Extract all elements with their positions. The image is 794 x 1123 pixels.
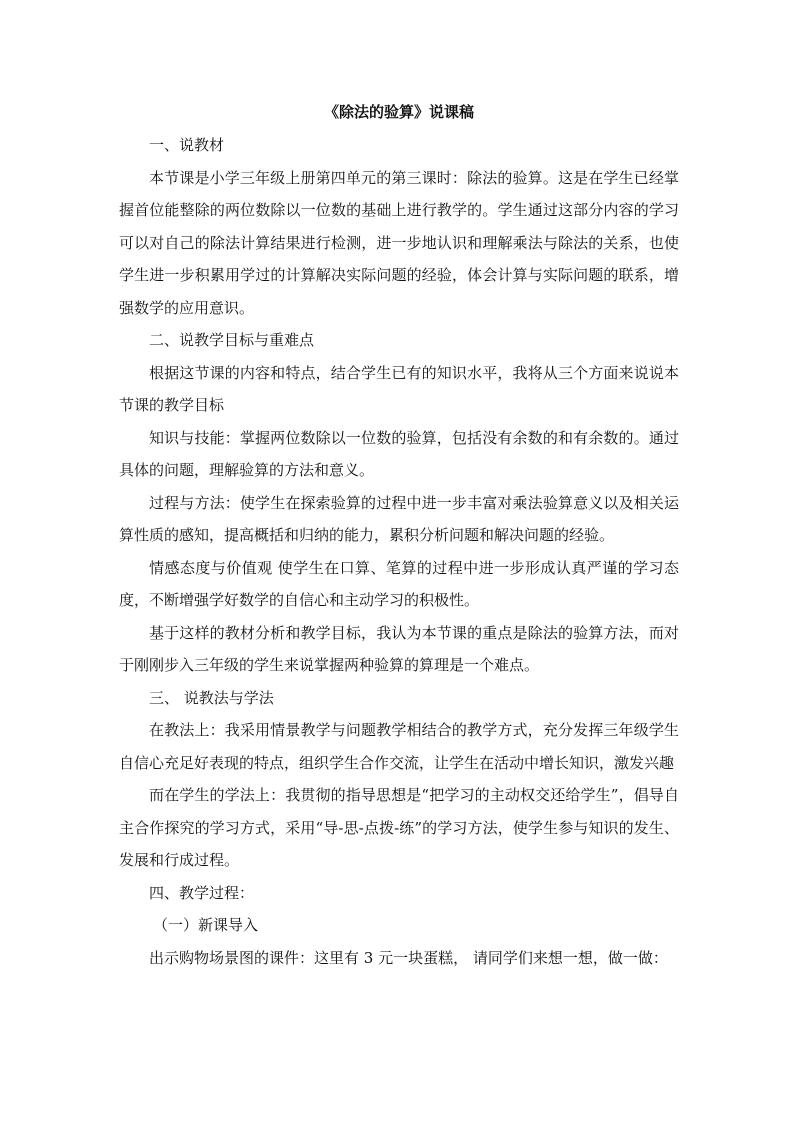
paragraph-learning-method: 而在学生的学法上：我贯彻的指导思想是“把学习的主动权交还给学生”，倡导自主合作探究的学习方式，采用“导-思-点拨-练”的学习方法，使学生参与知识的发生、发展和行成过程。 bbox=[119, 786, 679, 869]
paragraph-shopping-scene: 出示购物场景图的课件：这里有 3 元一块蛋糕， 请同学们来想一想，做一做： bbox=[149, 948, 668, 967]
section-heading-methods: 三、 说教法与学法 bbox=[149, 688, 274, 707]
paragraph-objectives-intro: 根据这节课的内容和特点，结合学生已有的知识水平，我将从三个方面来说说本节课的教学目标 bbox=[119, 363, 679, 414]
subsection-heading-introduction: （一）新课导入 bbox=[153, 916, 259, 934]
section-heading-objectives: 二、说教学目标与重难点 bbox=[149, 331, 315, 349]
paragraph-key-difficulties: 基于这样的教材分析和教学目标，我认为本节课的重点是除法的验算方法，而对于刚刚步入三年级的学生来说掌握两种验算的算理是一个难点。 bbox=[119, 623, 679, 674]
section-heading-process: 四、教学过程： bbox=[149, 883, 255, 902]
document-body bbox=[119, 98, 679, 974]
document-title: 《除法的验算》说课稿 bbox=[323, 103, 474, 121]
paragraph-textbook-intro: 本节课是小学三年级上册第四单元的第三课时：除法的验算。这是在学生已经掌握首位能整除的两位数除以一位数的基础上进行教学的。学生通过这部分内容的学习可以对自己的除法计算结果进行检测，进一步地认识和理解乘法与除法的关系，也使学生进一步积累用学过的计算解决实际问题的经验，体会计算与实际问题的联系，增强数学的应用意识。 bbox=[119, 168, 679, 317]
paragraph-process-methods: 过程与方法：使学生在探索验算的过程中进一步丰富对乘法验算意义以及相关运算性质的感知，提高概括和归纳的能力，累积分析问题和解决问题的经验。 bbox=[119, 493, 679, 544]
paragraph-emotional-attitude: 情感态度与价值观 使学生在口算、笔算的过程中进一步形成认真严谨的学习态度，不断增强学好数学的自信心和主动学习的积极性。 bbox=[119, 558, 679, 609]
section-heading-textbook: 一、说教材 bbox=[149, 136, 225, 154]
paragraph-knowledge-skills: 知识与技能：掌握两位数除以一位数的验算，包括没有余数的和有余数的。通过具体的问题，理解验算的方法和意义。 bbox=[119, 428, 679, 479]
paragraph-teaching-method: 在教法上：我采用情景教学与问题教学相结合的教学方式，充分发挥三年级学生自信心充足好表现的特点，组织学生合作交流，让学生在活动中增长知识，激发兴趣 bbox=[119, 721, 679, 772]
